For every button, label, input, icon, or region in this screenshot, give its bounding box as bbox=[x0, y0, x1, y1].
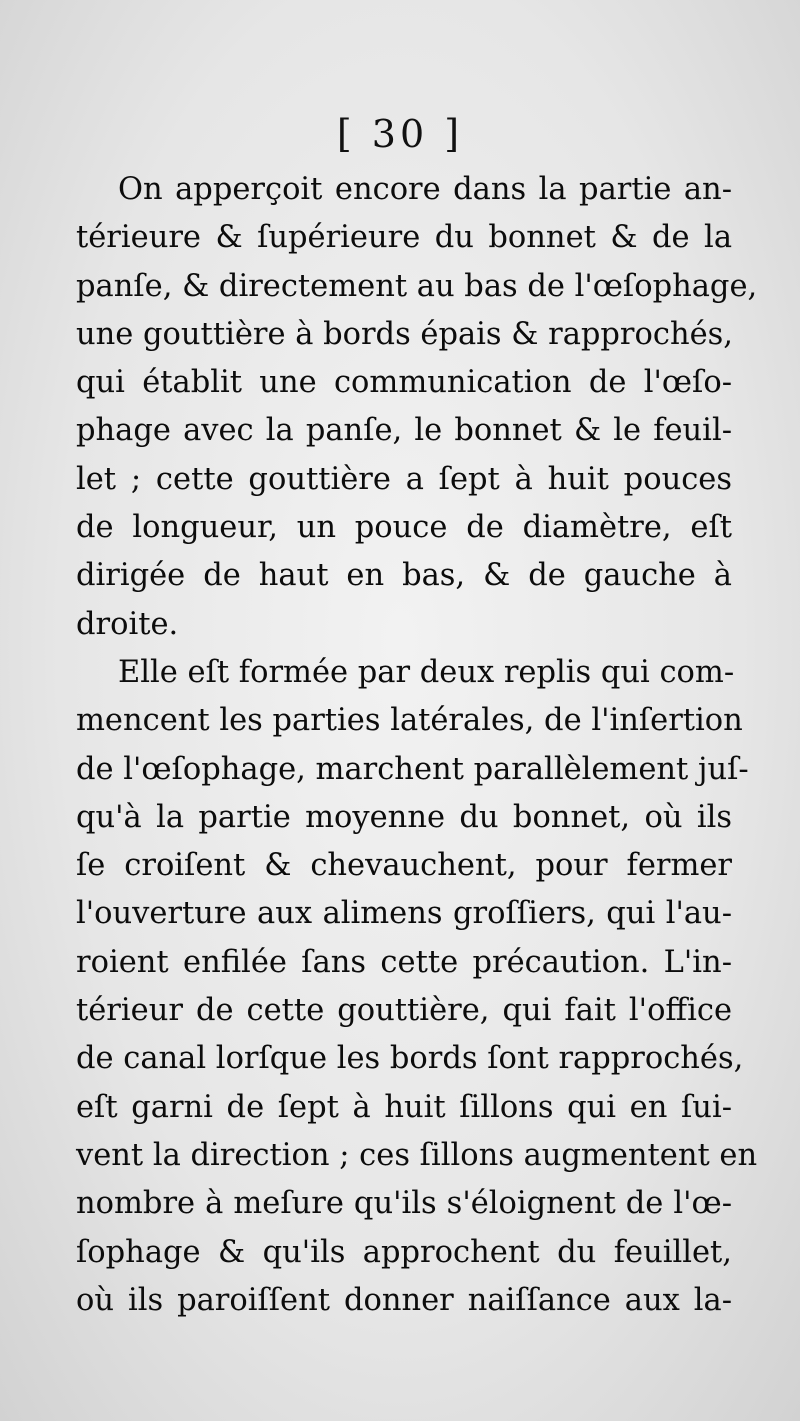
text-line: vent la direction ; ces ſillons augmentent en bbox=[76, 1137, 758, 1173]
text-line: nombre à meſure qu'ils s'éloignent de l'œ- bbox=[76, 1186, 732, 1222]
text-line: l'ouverture aux alimens groſſiers, qui l'au- bbox=[76, 896, 732, 932]
body-text bbox=[76, 166, 758, 1325]
text-line: qui établit une communication de l'œſo- bbox=[76, 365, 732, 401]
paragraph-2 bbox=[76, 649, 758, 1325]
text-line: dirigée de haut en bas, & de gauche à bbox=[76, 558, 732, 594]
text-line: de canal lorſque les bords ſont rapprochés, bbox=[76, 1041, 744, 1077]
text-line: eſt garni de ſept à huit ſillons qui en ſui- bbox=[76, 1089, 732, 1125]
text-line: let ; cette gouttière a ſept à huit pouces bbox=[76, 461, 732, 497]
text-line: térieur de cette gouttière, qui fait l'office bbox=[76, 993, 732, 1029]
text-line: de longueur, un pouce de diamètre, eſt bbox=[76, 510, 732, 546]
text-line: térieure & ſupérieure du bonnet & de la bbox=[76, 220, 732, 256]
paragraph-1 bbox=[76, 166, 758, 649]
text-line: phage avec la panſe, le bonnet & le feuil- bbox=[76, 413, 732, 449]
text-line: ſophage & qu'ils approchent du feuillet, bbox=[76, 1234, 732, 1270]
text-line: panſe, & directement au bas de l'œſophage, bbox=[76, 268, 758, 304]
text-line: droite. bbox=[76, 606, 179, 642]
text-line: roient enfilée ſans cette précaution. L'in- bbox=[76, 944, 732, 980]
text-line: de l'œſophage, marchent parallèlement juſ- bbox=[76, 751, 749, 787]
text-line: où ils paroiſſent donner naiſſance aux la- bbox=[76, 1282, 732, 1318]
text-line: On apperçoit encore dans la partie an- bbox=[118, 172, 732, 207]
text-line: ſe croiſent & chevauchent, pour fermer bbox=[76, 848, 732, 884]
text-line: qu'à la partie moyenne du bonnet, où ils bbox=[76, 799, 732, 835]
text-line: une gouttière à bords épais & rapprochés, bbox=[76, 316, 734, 352]
text-line: mencent les parties latérales, de l'inſertion bbox=[76, 703, 743, 739]
text-line: Elle eſt formée par deux replis qui com- bbox=[118, 654, 735, 690]
page-number: [ 30 ] bbox=[336, 112, 464, 156]
